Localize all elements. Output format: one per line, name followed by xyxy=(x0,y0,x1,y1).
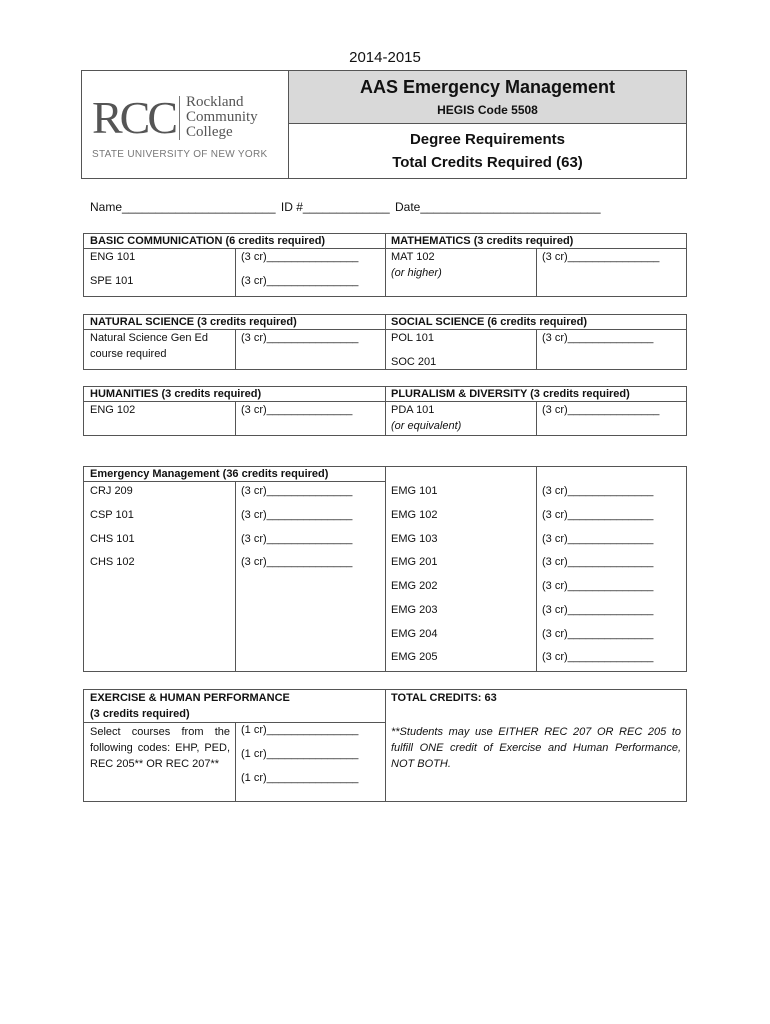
course-chs-102: CHS 102 xyxy=(90,556,135,568)
credit-line[interactable]: (3 cr)______________ xyxy=(542,651,654,663)
course-emg-204: EMG 204 xyxy=(391,628,438,640)
credit-line[interactable]: (3 cr)______________ xyxy=(241,509,353,521)
credit-line[interactable]: (3 cr)_______________ xyxy=(241,332,359,344)
logo-line-3: College xyxy=(186,124,233,140)
humanities-title: HUMANITIES (3 credits required) xyxy=(90,388,262,400)
mathematics-title: MATHEMATICS (3 credits required) xyxy=(391,235,574,247)
total-credits-required: Total Credits Required (63) xyxy=(392,154,583,171)
header-block xyxy=(81,70,687,179)
credit-line[interactable]: (3 cr)______________ xyxy=(241,556,353,568)
course-crj-209: CRJ 209 xyxy=(90,485,133,497)
credit-line[interactable]: (3 cr)______________ xyxy=(542,509,654,521)
credit-line[interactable]: (3 cr)_______________ xyxy=(542,251,660,263)
degree-requirements: Degree Requirements xyxy=(409,131,566,148)
year-label: 2014-2015 xyxy=(349,49,421,66)
social-science-title: SOCIAL SCIENCE (6 credits required) xyxy=(391,316,588,328)
course-chs-101: CHS 101 xyxy=(90,533,135,545)
section-communication-math xyxy=(83,233,687,297)
course-spe-101: SPE 101 xyxy=(90,275,134,287)
credit-line[interactable]: (3 cr)_______________ xyxy=(542,404,660,416)
natural-science-title: NATURAL SCIENCE (3 credits required) xyxy=(90,316,297,328)
emergency-management-title: Emergency Management (36 credits required) xyxy=(90,468,329,480)
credit-line[interactable]: (3 cr)______________ xyxy=(542,580,654,592)
course-mat-102: MAT 102 xyxy=(391,251,435,263)
pluralism-title: PLURALISM & DIVERSITY (3 credits required) xyxy=(391,388,630,400)
exercise-description: Select courses from the following codes: EHP, PED, REC 205** OR REC 207** xyxy=(90,726,230,770)
course-emg-201: EMG 201 xyxy=(391,556,438,568)
name-field[interactable]: Name_______________________ xyxy=(90,200,276,214)
exercise-subtitle: (3 credits required) xyxy=(90,708,190,720)
requirements-heading xyxy=(289,124,686,178)
section-humanities-pluralism xyxy=(83,386,687,436)
section-exercise-total xyxy=(83,689,687,802)
exercise-title: EXERCISE & HUMAN PERFORMANCE xyxy=(90,692,290,704)
credit-line[interactable]: (3 cr)______________ xyxy=(542,485,654,497)
course-emg-205: EMG 205 xyxy=(391,651,438,663)
logo-line-1: Rockland xyxy=(186,94,244,110)
course-emg-202: EMG 202 xyxy=(391,580,438,592)
course-emg-103: EMG 103 xyxy=(391,533,438,545)
credit-line[interactable]: (3 cr)______________ xyxy=(542,556,654,568)
program-title: AAS Emergency Management xyxy=(359,77,616,97)
date-field[interactable]: Date___________________________ xyxy=(394,200,601,214)
course-pda-101: PDA 101 xyxy=(391,404,435,416)
college-logo xyxy=(82,71,289,178)
logo-name xyxy=(186,95,258,140)
course-emg-102: EMG 102 xyxy=(391,509,438,521)
student-info-row xyxy=(90,200,603,214)
logo-line-2: Community xyxy=(186,109,258,125)
credit-line[interactable]: (3 cr)______________ xyxy=(241,533,353,545)
logo-suny: STATE UNIVERSITY OF NEW YORK xyxy=(92,149,268,160)
credit-line[interactable]: (1 cr)_______________ xyxy=(241,748,359,760)
course-csp-101: CSP 101 xyxy=(90,509,134,521)
natsci-line-1: Natural Science Gen Ed xyxy=(90,332,209,344)
natsci-line-2: course required xyxy=(90,348,167,360)
course-eng-101: ENG 101 xyxy=(90,251,136,263)
total-credits: TOTAL CREDITS: 63 xyxy=(391,692,497,704)
hegis-code: HEGIS Code 5508 xyxy=(437,103,538,117)
course-pol-101: POL 101 xyxy=(391,332,435,344)
logo-divider xyxy=(179,96,180,140)
logo-mark: RCC xyxy=(92,92,176,143)
credit-line[interactable]: (1 cr)_______________ xyxy=(241,724,359,736)
credit-line[interactable]: (3 cr)_______________ xyxy=(241,275,359,287)
credit-line[interactable]: (3 cr)_______________ xyxy=(241,251,359,263)
course-eng-102: ENG 102 xyxy=(90,404,136,416)
basic-communication-title: BASIC COMMUNICATION (6 credits required) xyxy=(90,235,326,247)
credit-line[interactable]: (3 cr)______________ xyxy=(542,533,654,545)
credit-line[interactable]: (3 cr)______________ xyxy=(542,628,654,640)
id-field[interactable]: ID #_____________ xyxy=(280,200,390,214)
credit-line[interactable]: (3 cr)______________ xyxy=(542,604,654,616)
section-science xyxy=(83,314,687,370)
section-emergency-management xyxy=(83,466,687,672)
program-banner xyxy=(289,71,686,124)
course-soc-201: SOC 201 xyxy=(391,356,437,368)
rec-note: **Students may use EITHER REC 207 OR REC 205 to fulfill ONE credit of Exercise and Human Performance, NOT BOTH. xyxy=(391,726,681,770)
course-emg-203: EMG 203 xyxy=(391,604,438,616)
math-note: (or higher) xyxy=(391,267,442,279)
credit-line[interactable]: (3 cr)______________ xyxy=(241,485,353,497)
credit-line[interactable]: (3 cr)______________ xyxy=(241,404,353,416)
credit-line[interactable]: (3 cr)______________ xyxy=(542,332,654,344)
course-emg-101: EMG 101 xyxy=(391,485,438,497)
pluralism-note: (or equivalent) xyxy=(391,420,462,432)
credit-line[interactable]: (1 cr)_______________ xyxy=(241,772,359,784)
